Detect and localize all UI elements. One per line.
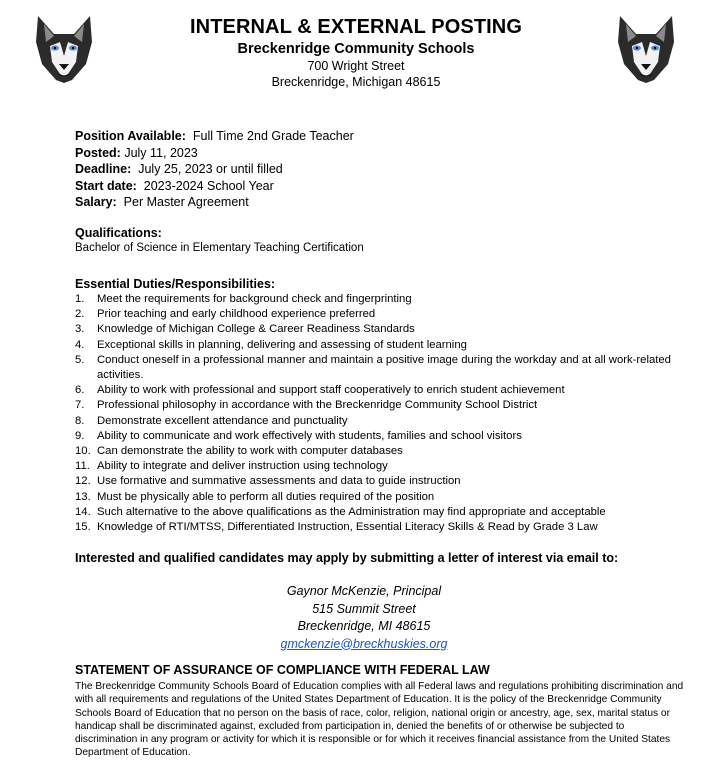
contact-city: Breckenridge, MI 48615	[297, 619, 431, 633]
list-item-text: Must be physically able to perform all duties required of the position	[97, 490, 435, 503]
list-item-number: 8.	[75, 414, 85, 427]
list-item-number: 10.	[75, 445, 91, 458]
list-item-text: Can demonstrate the ability to work with computer databases	[97, 445, 403, 458]
list-item-text: Knowledge of RTI/MTSS, Differentiated Instruction, Essential Literacy Skills & Read by Grade 3 Law	[97, 521, 598, 534]
list-item-number: 3.	[75, 323, 85, 336]
list-item-number: 5.	[75, 353, 85, 366]
duties-list	[75, 292, 685, 535]
contact-email-link[interactable]: gmckenzie@breckhuskies.org	[280, 636, 448, 651]
list-item-number: 13.	[75, 490, 91, 503]
posted-value: July 11, 2023	[124, 145, 198, 160]
list-item-number: 9.	[75, 429, 85, 442]
list-item-text: Demonstrate excellent attendance and punctuality	[97, 414, 348, 427]
contact-block	[8, 583, 712, 653]
list-item-number: 4.	[75, 338, 85, 351]
duties-heading: Essential Duties/Responsibilities:	[75, 277, 276, 291]
start-date-row	[75, 178, 354, 195]
salary-value: Per Master Agreement	[123, 195, 249, 209]
list-item-text: Conduct oneself in a professional manner and maintain a positive image during the workday and at all work-related activities.	[97, 353, 671, 382]
apply-instructions: Interested and qualified candidates may apply by submitting a letter of interest via email to:	[75, 551, 619, 565]
organization-name: Breckenridge Community Schools	[237, 41, 475, 57]
position-details	[75, 128, 354, 211]
list-item	[75, 353, 685, 383]
list-item	[75, 322, 685, 337]
list-item	[75, 505, 685, 520]
list-item-text: Knowledge of Michigan College & Career Readiness Standards	[97, 323, 415, 336]
list-item	[75, 444, 685, 459]
list-item	[75, 292, 685, 307]
start-date-value: 2023-2024 School Year	[143, 178, 274, 193]
list-item-text: Professional philosophy in accordance with the Breckenridge Community School District	[97, 399, 538, 412]
salary-label: Salary:	[75, 195, 117, 209]
list-item	[75, 383, 685, 398]
list-item-number: 12.	[75, 475, 91, 488]
contact-name: Gaynor McKenzie, Principal	[286, 584, 442, 598]
salary-row	[75, 194, 354, 211]
page-title: INTERNAL & EXTERNAL POSTING	[190, 16, 522, 38]
posted-row	[75, 145, 354, 162]
statement-heading: STATEMENT OF ASSURANCE OF COMPLIANCE WITH FEDERAL LAW	[75, 663, 490, 677]
address-line-2: Breckenridge, Michigan 48615	[271, 75, 441, 89]
position-value: Full Time 2nd Grade Teacher	[192, 129, 354, 143]
list-item-number: 6.	[75, 384, 85, 397]
contact-street: 515 Summit Street	[312, 601, 416, 616]
list-item	[75, 490, 685, 505]
list-item-number: 1.	[75, 293, 85, 305]
list-item	[75, 474, 685, 489]
start-date-label: Start date:	[75, 178, 137, 193]
list-item-text: Such alternative to the above qualifications as the Administration may find appropriate and acceptable	[97, 505, 606, 518]
list-item-number: 15.	[75, 521, 91, 534]
list-item	[75, 338, 685, 353]
qualifications-heading: Qualifications:	[75, 226, 162, 240]
posted-label: Posted:	[75, 145, 121, 160]
list-item	[75, 459, 685, 474]
list-item-number: 11.	[75, 460, 90, 473]
list-item	[75, 307, 685, 322]
list-item-number: 7.	[75, 399, 85, 412]
list-item-text: Ability to integrate and deliver instruction using technology	[97, 460, 388, 473]
posting-header	[0, 14, 712, 90]
list-item	[75, 414, 685, 429]
position-row	[75, 128, 354, 145]
deadline-row	[75, 161, 354, 178]
deadline-value: July 25, 2023 or until filled	[138, 162, 283, 176]
list-item-number: 2.	[75, 308, 85, 321]
deadline-label: Deadline:	[75, 162, 132, 176]
position-label: Position Available:	[75, 129, 186, 143]
list-item-number: 14.	[75, 505, 91, 518]
list-item	[75, 520, 685, 535]
list-item-text: Meet the requirements for background check and fingerprinting	[97, 293, 412, 305]
address-line-1: 700 Wright Street	[307, 59, 405, 73]
list-item	[75, 429, 685, 444]
qualifications-text: Bachelor of Science in Elementary Teaching Certification	[75, 242, 364, 254]
list-item	[75, 398, 685, 413]
list-item-text: Ability to work with professional and support staff cooperatively to enrich student achievement	[97, 384, 565, 397]
list-item-text: Prior teaching and early childhood experience preferred	[97, 308, 376, 321]
list-item-text: Use formative and summative assessments and data to guide instruction	[97, 475, 461, 488]
statement-text: The Breckenridge Community Schools Board of Education complies with all Federal laws and regulations prohibiting discrimination and with all requirements and regulations of the United States Department of Education. It is the policy of the Breckenridge Community Schools Board of Education that no person on the basis of race, color, religion, national origin or ancestry, age, sex, marital status or handicap shall be discriminated against, excluded from participation in, denied the benefits of or otherwise be subjected to discrimination in any program or activity for which it is responsible or for which it receives financial assistance from the United States Department of Education.	[75, 681, 684, 759]
list-item-text: Exceptional skills in planning, delivering and assessing of student learning	[97, 338, 467, 351]
list-item-text: Ability to communicate and work effectively with students, families and school visitors	[97, 429, 522, 442]
